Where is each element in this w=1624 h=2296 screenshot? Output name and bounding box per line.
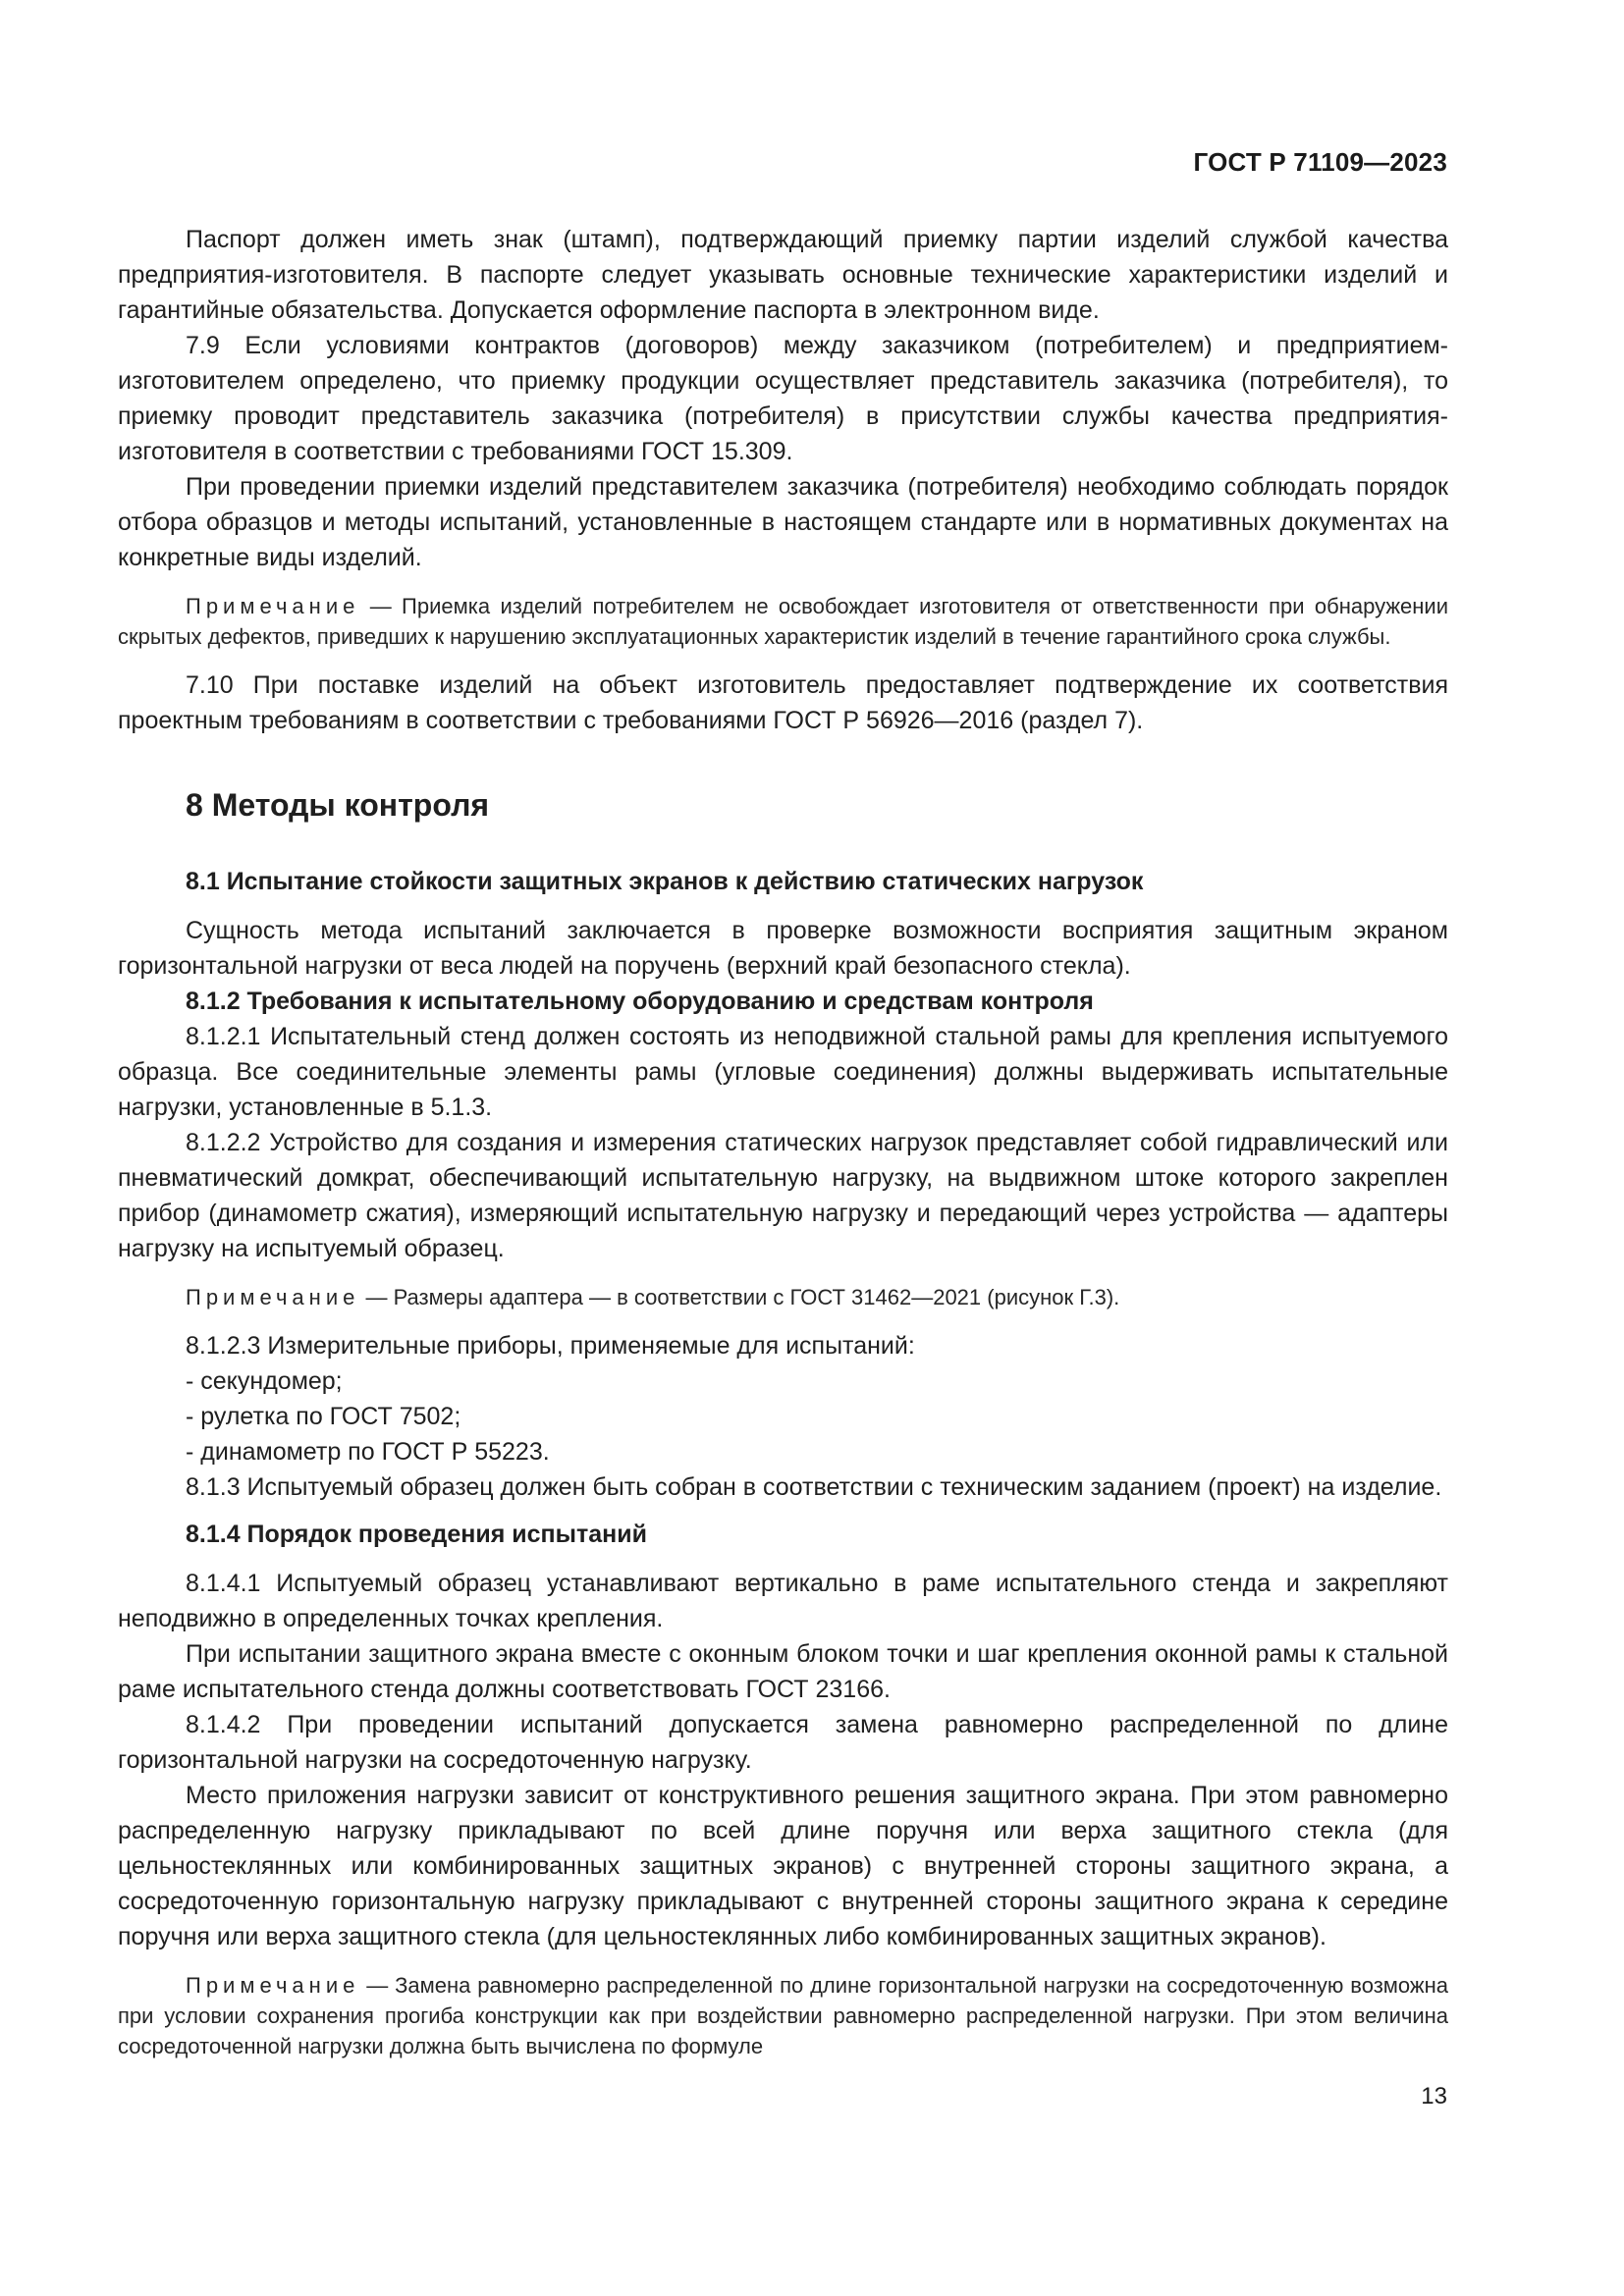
standard-code-header: ГОСТ Р 71109—2023	[1193, 147, 1447, 177]
list-item: - секундомер;	[186, 1367, 343, 1395]
note-label: Примечание	[186, 1973, 360, 1998]
paragraph-8-1-3: 8.1.3 Испытуемый образец должен быть собран в соответствии с техническим заданием (проект) на изделие.	[186, 1473, 1442, 1501]
note-label: Примечание	[186, 1285, 360, 1309]
page-number: 13	[1421, 2083, 1447, 2109]
section-8-heading: 8 Методы контроля	[186, 787, 490, 823]
note-load-replacement	[118, 1970, 1448, 2061]
subsection-8-1-heading: 8.1 Испытание стойкости защитных экранов к действию статических нагрузок	[186, 868, 1144, 895]
paragraph-7-9: 7.9 Если условиями контрактов (договоров) между заказчиком (потребителем) и предприятием-изготовителем определено, что приемку продукции осуществляет представитель заказчика (потребителя), то приемку проводит представитель заказчика (потребителя) в присутствии службы качества предприятия-изготовителя в соответствии с требованиями ГОСТ 15.309.	[118, 332, 1448, 465]
list-item: - динамометр по ГОСТ Р 55223.	[186, 1438, 550, 1466]
document-body	[118, 222, 1448, 2077]
paragraph-passport: Паспорт должен иметь знак (штамп), подтверждающий приемку партии изделий службой качества предприятия-изготовителя. В паспорте следует указывать основные технические характеристики изделий и гарантийные обязательства. Допускается оформление паспорта в электронном виде.	[118, 226, 1448, 324]
paragraph-8-1-4-1: 8.1.4.1 Испытуемый образец устанавливают вертикально в раме испытательного стенда и закрепляют неподвижно в определенных точках крепления.	[118, 1570, 1448, 1632]
paragraph-7-10: 7.10 При поставке изделий на объект изготовитель предоставляет подтверждение их соответствия проектным требованиям в соответствии с требованиями ГОСТ Р 56926—2016 (раздел 7).	[118, 671, 1448, 734]
list-item: - рулетка по ГОСТ 7502;	[186, 1403, 461, 1430]
note-text: — Приемка изделий потребителем не освобождает изготовителя от ответственности при обнаружении скрытых дефектов, приведших к нарушению эксплуатационных характеристик изделий в течение гарантийного срока службы.	[118, 594, 1448, 649]
paragraph-8-1-2-3: 8.1.2.3 Измерительные приборы, применяемые для испытаний:	[186, 1332, 915, 1360]
paragraph-method-essence: Сущность метода испытаний заключается в проверке возможности восприятия защитным экраном горизонтальной нагрузки от веса людей на поручень (верхний край безопасного стекла).	[118, 917, 1448, 980]
subsection-8-1-2-heading: 8.1.2 Требования к испытательному оборудованию и средствам контроля	[186, 988, 1094, 1015]
subsection-8-1-4-heading: 8.1.4 Порядок проведения испытаний	[186, 1521, 647, 1548]
paragraph-8-1-4-2: 8.1.4.2 При проведении испытаний допускается замена равномерно распределенной по длине горизонтальной нагрузки на сосредоточенную нагрузку.	[118, 1711, 1448, 1774]
paragraph-window-block: При испытании защитного экрана вместе с оконным блоком точки и шаг крепления оконной рамы к стальной раме испытательного стенда должны соответствовать ГОСТ 23166.	[118, 1640, 1448, 1703]
paragraph-acceptance-rules: При проведении приемки изделий представителем заказчика (потребителя) необходимо соблюдать порядок отбора образцов и методы испытаний, установленные в настоящем стандарте или в нормативных документах на конкретные виды изделий.	[118, 473, 1448, 571]
paragraph-load-application: Место приложения нагрузки зависит от конструктивного решения защитного экрана. При этом равномерно распределенную нагрузку прикладывают по всей длине поручня или верха защитного стекла (для цельностеклянных или комбинированных защитных экранов) с внутренней стороны защитного экрана, а сосредоточенную горизонтальную нагрузку прикладывают с внутренней стороны защитного экрана к середине поручня или верха защитного стекла (для цельностеклянных либо комбинированных защитных экранов).	[118, 1782, 1448, 1950]
note-text: — Замена равномерно распределенной по длине горизонтальной нагрузки на сосредоточенную возможна при условии сохранения прогиба конструкции как при воздействии равномерно распределенной нагрузки. При этом величина сосредоточенной нагрузки должна быть вычислена по формуле	[118, 1973, 1448, 2058]
note-adapter	[118, 1282, 1448, 1312]
note-text: — Размеры адаптера — в соответствии с ГОСТ 31462—2021 (рисунок Г.3).	[359, 1285, 1120, 1309]
note-label: Примечание	[186, 594, 360, 618]
paragraph-8-1-2-2: 8.1.2.2 Устройство для создания и измерения статических нагрузок представляет собой гидравлический или пневматический домкрат, обеспечивающий испытательную нагрузку, на выдвижном штоке которого закреплен прибор (динамометр сжатия), измеряющий испытательную нагрузку и передающий через устройства — адаптеры нагрузку на испытуемый образец.	[118, 1129, 1448, 1262]
paragraph-8-1-2-1: 8.1.2.1 Испытательный стенд должен состоять из неподвижной стальной рамы для крепления испытуемого образца. Все соединительные элементы рамы (угловые соединения) должны выдерживать испытательные нагрузки, установленные в 5.1.3.	[118, 1023, 1448, 1121]
note-acceptance	[118, 591, 1448, 652]
